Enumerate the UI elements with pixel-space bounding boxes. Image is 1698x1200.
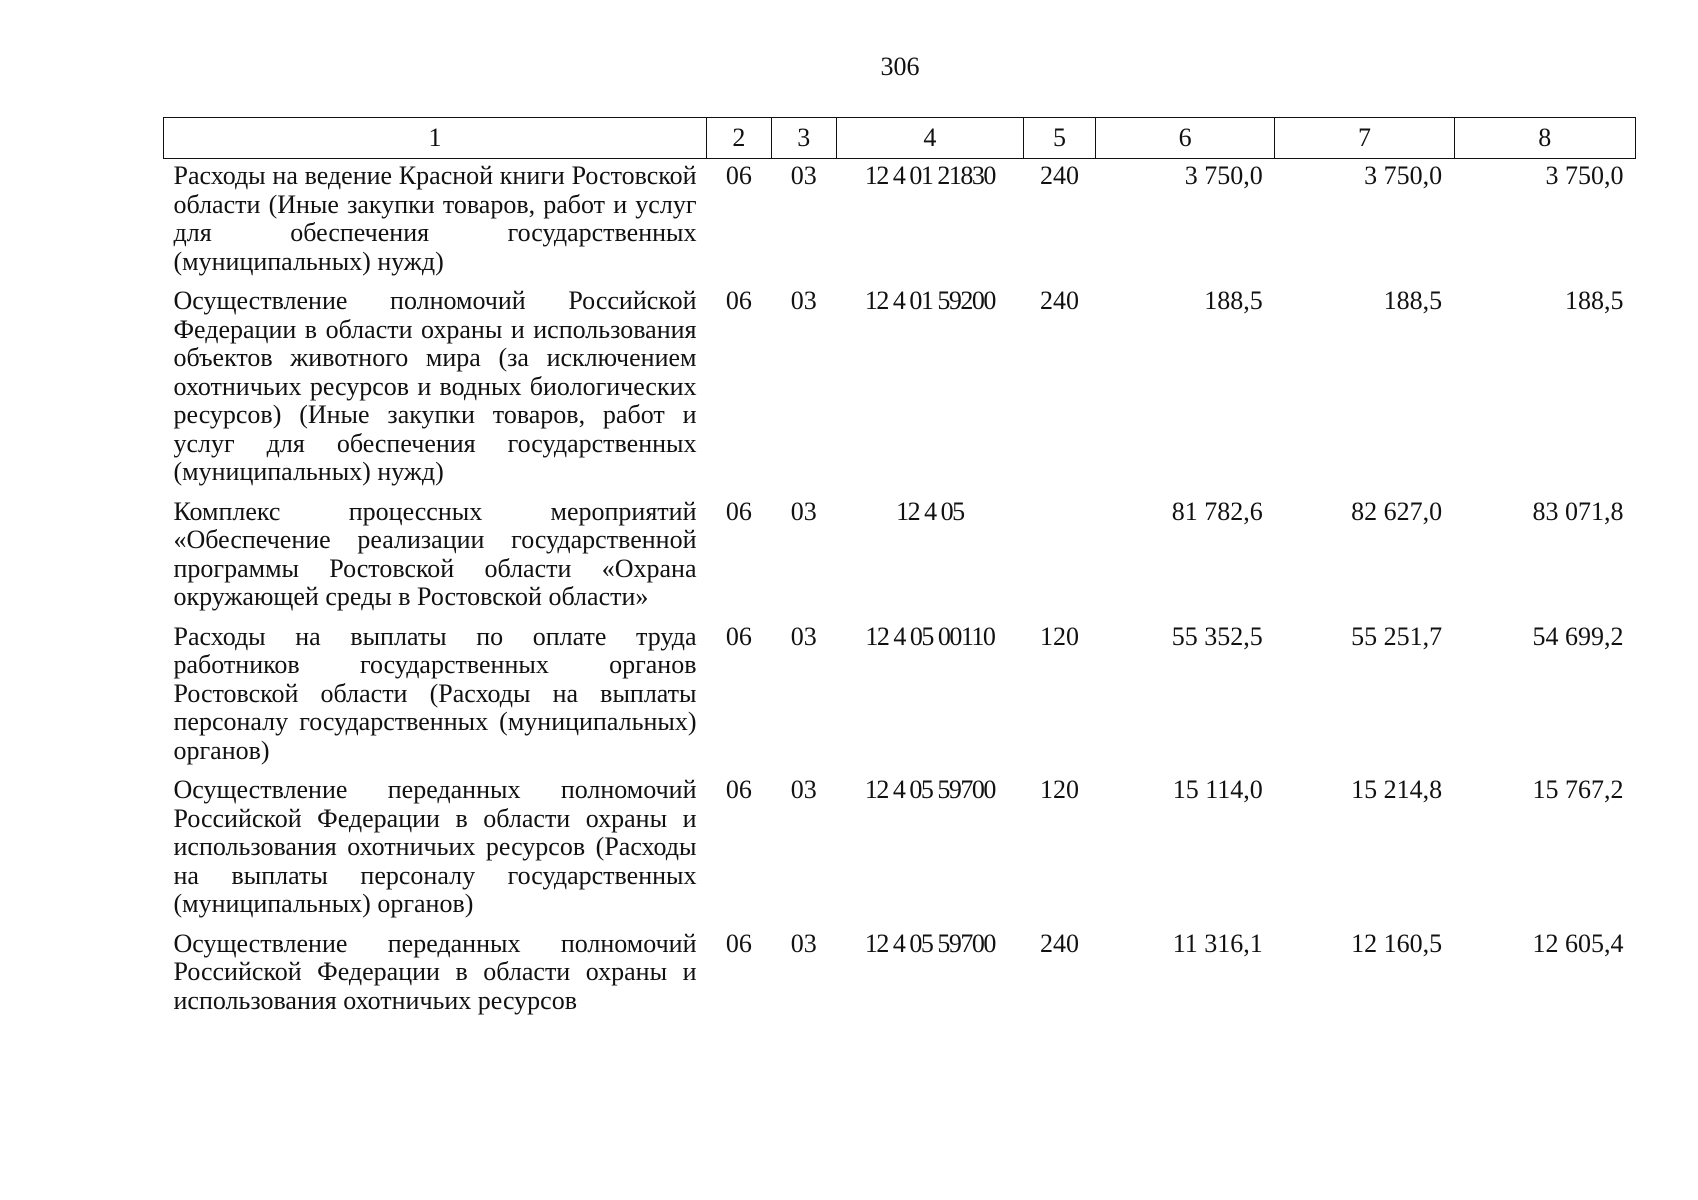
row-expense-type: 120 bbox=[1040, 775, 1080, 804]
row-subsection: 03 bbox=[790, 621, 817, 651]
table-row bbox=[164, 776, 1636, 930]
page-number: 306 bbox=[880, 52, 920, 81]
row-value-col6: 3 750,0 bbox=[1184, 161, 1263, 190]
row-value-col6: 81 782,6 bbox=[1171, 496, 1263, 526]
row-value-col8: 3 750,0 bbox=[1545, 161, 1624, 190]
header-col-8: 8 bbox=[1454, 118, 1635, 159]
row-value-col8: 15 767,2 bbox=[1532, 775, 1624, 804]
row-value-col8: 54 699,2 bbox=[1532, 621, 1624, 651]
row-subsection: 03 bbox=[790, 496, 817, 526]
table-row bbox=[164, 498, 1636, 623]
row-expense-type: 240 bbox=[1040, 928, 1080, 958]
row-target-code: 12 4 05 59700 bbox=[864, 775, 995, 804]
row-subsection: 03 bbox=[790, 928, 817, 958]
row-subsection: 03 bbox=[790, 775, 817, 804]
row-value-col7: 55 251,7 bbox=[1351, 621, 1443, 651]
header-row bbox=[164, 118, 1636, 159]
row-subsection: 03 bbox=[790, 161, 817, 190]
table-row bbox=[164, 930, 1636, 1027]
budget-table bbox=[163, 117, 1636, 1026]
row-value-col6: 188,5 bbox=[1204, 286, 1263, 315]
row-section: 06 bbox=[725, 161, 752, 190]
header-col-3: 3 bbox=[771, 118, 836, 159]
row-section: 06 bbox=[725, 775, 752, 804]
header-col-6: 6 bbox=[1095, 118, 1274, 159]
row-value-col6: 15 114,0 bbox=[1172, 775, 1263, 804]
row-value-col8: 188,5 bbox=[1565, 286, 1624, 315]
row-target-code: 12 4 01 21830 bbox=[864, 161, 995, 190]
header-col-5: 5 bbox=[1024, 118, 1096, 159]
row-name: Расходы на выплаты по оплате труда работников государственных органов Ростовской области (Расходы на выплаты персоналу государственных (муниципальных) органов) bbox=[173, 621, 697, 765]
row-value-col8: 83 071,8 bbox=[1532, 496, 1624, 526]
row-value-col7: 15 214,8 bbox=[1351, 775, 1443, 804]
table-row bbox=[164, 159, 1636, 288]
row-section: 06 bbox=[725, 496, 752, 526]
row-section: 06 bbox=[725, 286, 752, 315]
row-name: Осуществление полномочий Российской Федерации в области охраны и использования объектов животного мира (за исключением охотничьих ресурсов и водных биологических ресурсов) (Иные закупки товаров, работ и услуг для обеспечения государственных (муниципальных) нужд) bbox=[173, 286, 697, 486]
table-body bbox=[164, 159, 1636, 1027]
row-target-code: 12 4 05 00110 bbox=[865, 621, 995, 651]
table-header bbox=[164, 118, 1636, 159]
row-expense-type: 240 bbox=[1040, 161, 1080, 190]
row-name: Осуществление переданных полномочий Российской Федерации в области охраны и использования охотничьих ресурсов bbox=[173, 928, 697, 1015]
row-value-col7: 82 627,0 bbox=[1351, 496, 1443, 526]
row-name: Комплекс процессных мероприятий «Обеспечение реализации государственной программы Ростовской области «Охрана окружающей среды в Ростовской области» bbox=[173, 496, 697, 611]
row-expense-type: 120 bbox=[1040, 621, 1080, 651]
row-value-col7: 3 750,0 bbox=[1364, 161, 1443, 190]
header-col-7: 7 bbox=[1275, 118, 1454, 159]
header-col-1: 1 bbox=[164, 118, 707, 159]
header-col-2: 2 bbox=[707, 118, 772, 159]
row-target-code: 12 4 05 bbox=[896, 496, 964, 526]
row-section: 06 bbox=[725, 621, 752, 651]
row-expense-type bbox=[1024, 498, 1096, 623]
table-row bbox=[164, 287, 1636, 498]
row-name: Осуществление переданных полномочий Российской Федерации в области охраны и использования охотничьих ресурсов (Расходы на выплаты персоналу государственных (муниципальных) органов) bbox=[173, 775, 697, 918]
row-name: Расходы на ведение Красной книги Ростовской области (Иные закупки товаров, работ и услуг для обеспечения государственных (муниципальных) нужд) bbox=[173, 161, 697, 276]
row-value-col6: 11 316,1 bbox=[1172, 928, 1263, 958]
row-section: 06 bbox=[725, 928, 752, 958]
row-value-col7: 188,5 bbox=[1383, 286, 1443, 315]
row-subsection: 03 bbox=[790, 286, 817, 315]
row-target-code: 12 4 01 59200 bbox=[864, 286, 995, 315]
header-col-4: 4 bbox=[836, 118, 1023, 159]
row-target-code: 12 4 05 59700 bbox=[864, 928, 995, 958]
row-value-col6: 55 352,5 bbox=[1171, 621, 1263, 651]
row-value-col8: 12 605,4 bbox=[1532, 928, 1624, 958]
row-expense-type: 240 bbox=[1040, 286, 1080, 315]
row-value-col7: 12 160,5 bbox=[1351, 928, 1443, 958]
table-row bbox=[164, 623, 1636, 777]
